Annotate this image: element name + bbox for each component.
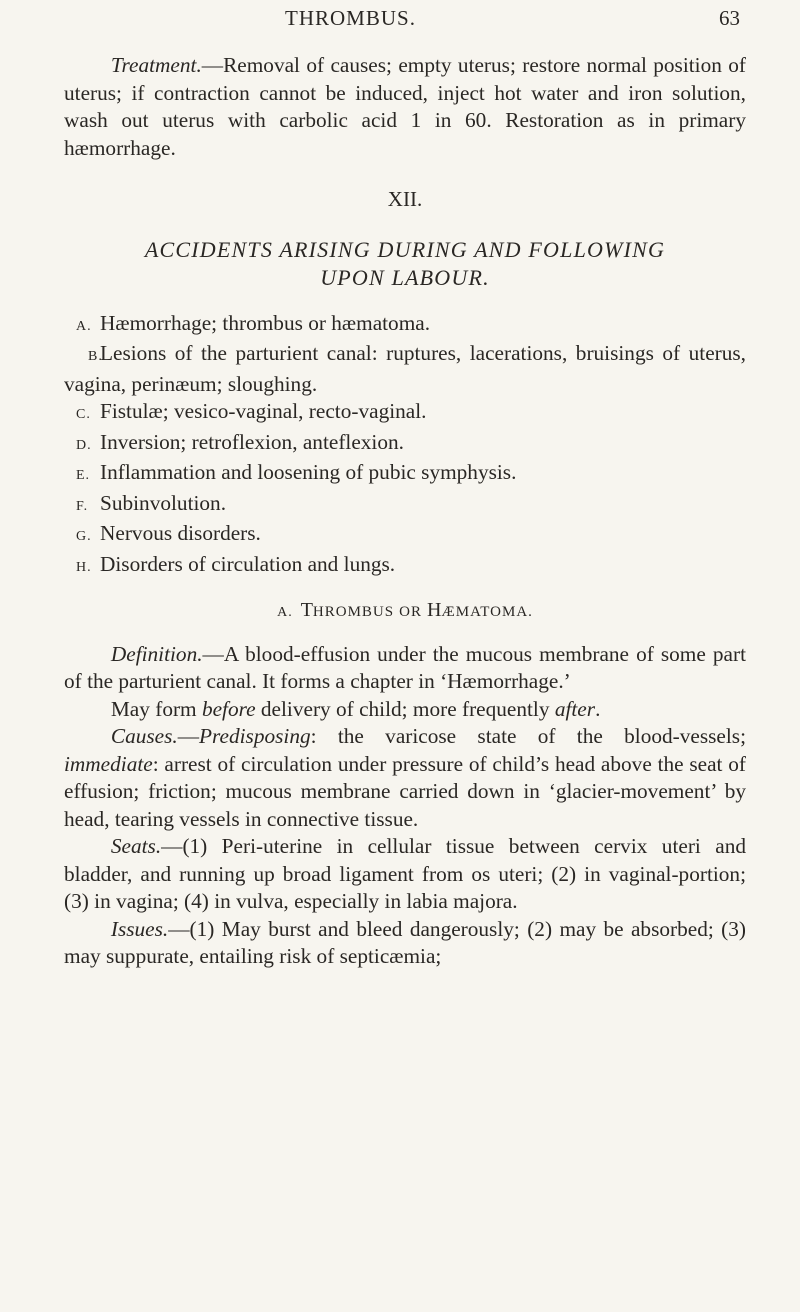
list-item-letter: G. — [76, 529, 92, 544]
subsection-or: OR — [399, 604, 422, 620]
treatment-label: Treatment. — [110, 53, 202, 77]
page-number: 63 — [719, 6, 740, 30]
subsection-h-initial: H — [426, 599, 442, 621]
list-item — [64, 429, 746, 460]
subsection-t-rest: HROMBUS — [312, 604, 395, 620]
list-item-letter: D. — [76, 437, 92, 453]
list-item-letter: C. — [76, 407, 91, 422]
list-item — [64, 551, 746, 582]
subsection-heading — [64, 597, 746, 627]
seats-paragraph — [64, 833, 746, 916]
causes-predisposing-label: Predisposing — [199, 724, 311, 748]
causes-label: Causes. — [110, 724, 178, 748]
list-item-text: Hæmorrhage; thrombus or hæmatoma. — [100, 310, 431, 335]
causes-dash: — — [177, 724, 200, 748]
list-item — [64, 459, 746, 490]
list-item-text: Inflammation and loosening of pubic symphysis. — [100, 460, 517, 484]
list-item-letter: B. — [88, 349, 103, 364]
list-item-letter: A. — [76, 318, 92, 334]
subsection-letter: A. — [277, 605, 293, 620]
timing-pre: May form — [110, 696, 202, 721]
timing-after: after — [554, 696, 596, 721]
definition-label: Definition. — [110, 641, 203, 666]
timing-before: before — [201, 696, 256, 721]
timing-paragraph — [64, 696, 746, 724]
issues-paragraph — [64, 916, 746, 971]
list-item-letter: E. — [76, 468, 91, 483]
section-title — [64, 236, 746, 292]
timing-mid: delivery of child; more frequently — [255, 696, 555, 721]
running-title: THROMBUS. — [285, 6, 416, 30]
issues-text: —(1) May burst and bleed dangerously; (2) may be absorbed; (3) may suppurate, entailing risk of septicæmia; — [64, 916, 746, 968]
list-item-letter: F. — [76, 498, 89, 514]
section-title-line-2: UPON LABOUR. — [320, 264, 490, 290]
issues-label: Issues. — [110, 916, 169, 941]
list-item — [64, 490, 746, 521]
list-item — [64, 340, 746, 398]
list-item-text: Subinvolution. — [100, 490, 227, 515]
list-item-text: Disorders of circulation and lungs. — [100, 551, 396, 576]
list-item-text: Inversion; retroflexion, anteflexion. — [100, 429, 404, 454]
list-item-text: Fistulæ; vesico-vaginal, recto-vaginal. — [100, 399, 427, 423]
timing-end: . — [595, 696, 601, 721]
list-item — [64, 398, 746, 429]
causes-predisposing-text: : the varicose state of the blood-vessels; — [310, 724, 746, 748]
treatment-text: —Removal of causes; empty uterus; restore normal position of uterus; if contraction cannot be induced, inject hot water and iron solution, wash out uterus with carbolic acid 1 in 60. Restoration as in primary hæmorrhage. — [64, 53, 746, 160]
list-item — [64, 310, 746, 341]
treatment-paragraph — [64, 52, 746, 162]
section-title-line-1: ACCIDENTS ARISING DURING AND FOLLOWING — [144, 236, 666, 262]
seats-label: Seats. — [110, 834, 162, 858]
list-item — [64, 520, 746, 551]
list-item-text: Nervous disorders. — [100, 521, 261, 545]
subsection-h-rest: ÆMATOMA. — [441, 604, 533, 620]
definition-text: —A blood-effusion under the mucous membrane of some part of the parturient canal. It forms a chapter in ‘Hæmorrhage.’ — [64, 641, 746, 693]
causes-immediate-label: immediate — [64, 751, 153, 776]
list-item-text: Lesions of the parturient canal: ruptures, lacerations, bruisings of uterus, vagina, perinæum; sloughing. — [64, 341, 746, 396]
seats-text: —(1) Peri-uterine in cellular tissue between cervix uteri and bladder, and running up broad ligament from os uteri; (2) in vaginal-portion; (3) in vagina; (4) in vulva, especially in labia majora. — [64, 834, 746, 913]
body-text — [64, 52, 746, 971]
list-item-letter: H. — [76, 559, 92, 575]
causes-immediate-text: : arrest of circulation under pressure of child’s head above the seat of effusion; friction; mucous membrane carried down in ‘glacier-movement’ by head, tearing vessels in connective tissue. — [64, 751, 746, 831]
accident-list — [64, 310, 746, 582]
subsection-t-initial: T — [300, 599, 313, 621]
page-header — [0, 4, 800, 34]
section-number: XII. — [387, 187, 423, 211]
causes-paragraph — [64, 723, 746, 833]
definition-paragraph — [64, 641, 746, 696]
